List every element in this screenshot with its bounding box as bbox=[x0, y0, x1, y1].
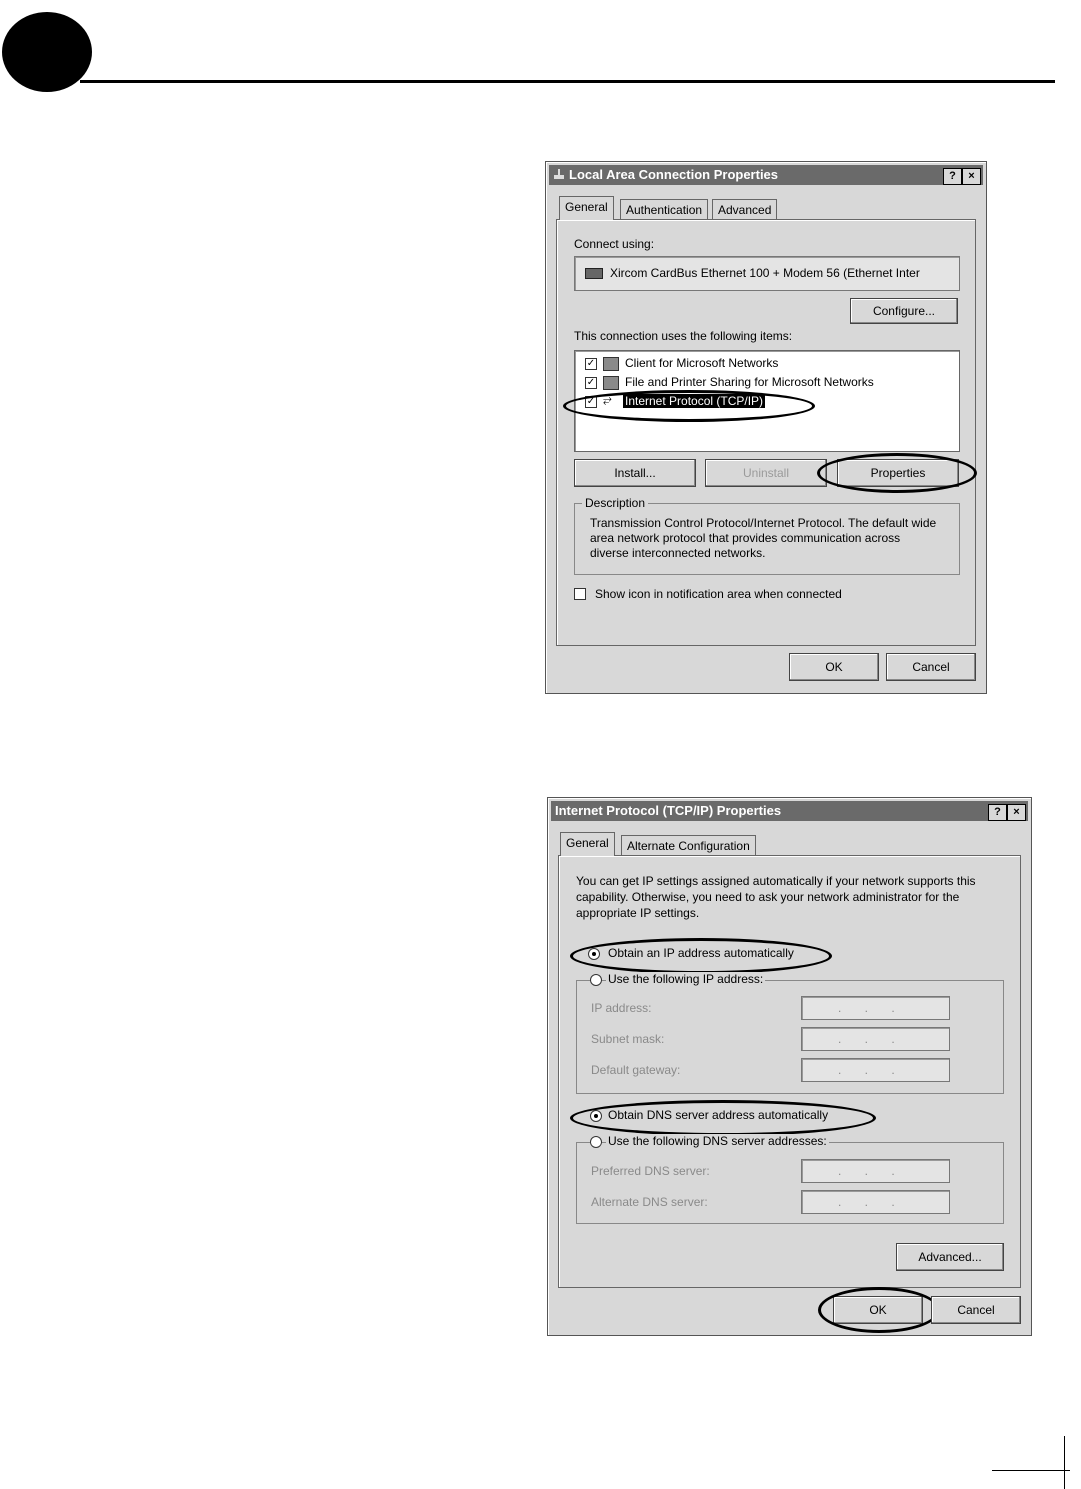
header-rule bbox=[80, 80, 1055, 83]
alternate-dns-label: Alternate DNS server: bbox=[591, 1195, 708, 1209]
uninstall-button[interactable]: Uninstall bbox=[705, 459, 827, 487]
crop-mark-horizontal bbox=[992, 1470, 1070, 1471]
tcpip-properties-dialog bbox=[547, 797, 1032, 1336]
item-checkbox-tcpip[interactable]: ✓ bbox=[586, 396, 596, 407]
show-icon-checkbox[interactable] bbox=[574, 588, 586, 600]
items-label: This connection uses the following items: bbox=[574, 329, 793, 343]
printer-sharing-icon bbox=[603, 376, 619, 390]
ip-address-label: IP address: bbox=[591, 1001, 652, 1015]
local-area-connection-properties-dialog bbox=[545, 161, 987, 694]
components-list bbox=[574, 350, 960, 452]
item-label-tcpip[interactable] bbox=[623, 394, 765, 408]
install-button[interactable]: Install... bbox=[574, 459, 696, 487]
help-button[interactable]: ? bbox=[943, 168, 962, 185]
ok-button[interactable]: OK bbox=[789, 653, 879, 681]
ok-button[interactable]: OK bbox=[833, 1296, 923, 1324]
item-checkbox-file-sharing[interactable]: ✓ bbox=[586, 377, 596, 388]
adapter-field bbox=[574, 256, 960, 291]
configure-button[interactable]: Configure... bbox=[850, 298, 958, 324]
use-following-dns-radio[interactable] bbox=[590, 1136, 602, 1148]
default-gateway-field[interactable] bbox=[801, 1058, 950, 1082]
ip-address-field[interactable] bbox=[801, 996, 950, 1020]
use-following-ip-radio[interactable] bbox=[590, 974, 602, 986]
tab-advanced[interactable]: Advanced bbox=[712, 199, 777, 220]
properties-button[interactable]: Properties bbox=[837, 459, 959, 487]
tab-alternate-configuration[interactable]: Alternate Configuration bbox=[621, 835, 756, 856]
item-label-file-sharing[interactable]: File and Printer Sharing for Microsoft Networks bbox=[625, 375, 874, 389]
subnet-mask-field[interactable] bbox=[801, 1027, 950, 1051]
close-button[interactable]: × bbox=[962, 168, 981, 185]
preferred-dns-dots: . . . bbox=[838, 1164, 895, 1178]
adapter-icon bbox=[585, 268, 603, 279]
subnet-mask-label: Subnet mask: bbox=[591, 1032, 665, 1046]
protocol-icon: ⥂ bbox=[603, 394, 612, 406]
intro-text: You can get IP settings assigned automatically if your network supports this capability. Otherwise, you need to ask your network administrator for the appropriate IP settings. bbox=[576, 874, 976, 920]
obtain-dns-auto-label[interactable]: Obtain DNS server address automatically bbox=[608, 1108, 829, 1122]
item-checkbox-client[interactable]: ✓ bbox=[586, 358, 596, 369]
cancel-button[interactable]: Cancel bbox=[931, 1296, 1021, 1324]
title-bar bbox=[551, 801, 1028, 821]
adapter-name: Xircom CardBus Ethernet 100 + Modem 56 (Ethernet Inter bbox=[610, 266, 920, 280]
item-label-tcpip-text: Internet Protocol (TCP/IP) bbox=[625, 394, 764, 408]
preferred-dns-label: Preferred DNS server: bbox=[591, 1164, 710, 1178]
network-client-icon bbox=[603, 357, 619, 371]
item-label-client[interactable]: Client for Microsoft Networks bbox=[625, 356, 779, 370]
use-following-dns-label[interactable]: Use the following DNS server addresses: bbox=[608, 1134, 827, 1148]
alternate-dns-field[interactable] bbox=[801, 1190, 950, 1214]
preferred-dns-field[interactable] bbox=[801, 1159, 950, 1183]
show-icon-label[interactable]: Show icon in notification area when connected bbox=[595, 587, 842, 601]
default-gateway-label: Default gateway: bbox=[591, 1063, 681, 1077]
advanced-button[interactable]: Advanced... bbox=[896, 1243, 1004, 1271]
tab-general[interactable]: General bbox=[560, 832, 615, 856]
description-title: Description bbox=[582, 496, 648, 510]
obtain-dns-auto-radio[interactable] bbox=[590, 1110, 602, 1122]
dialog-title: Local Area Connection Properties bbox=[569, 167, 779, 182]
connect-using-label: Connect using: bbox=[574, 237, 655, 251]
cancel-button[interactable]: Cancel bbox=[886, 653, 976, 681]
network-connection-icon bbox=[553, 166, 565, 178]
subnet-mask-dots: . . . bbox=[838, 1032, 895, 1046]
alternate-dns-dots: . . . bbox=[838, 1195, 895, 1209]
default-gateway-dots: . . . bbox=[838, 1063, 895, 1077]
ip-address-dots: . . . bbox=[838, 1001, 895, 1015]
help-button[interactable]: ? bbox=[988, 804, 1007, 821]
crop-mark-vertical bbox=[1064, 1436, 1065, 1489]
chapter-marker-dot bbox=[2, 12, 92, 92]
obtain-ip-auto-label[interactable]: Obtain an IP address automatically bbox=[608, 946, 794, 960]
title-bar bbox=[549, 165, 983, 185]
tab-authentication[interactable]: Authentication bbox=[620, 199, 708, 220]
use-following-ip-label[interactable]: Use the following IP address: bbox=[608, 972, 764, 986]
close-button[interactable]: × bbox=[1007, 804, 1026, 821]
obtain-ip-auto-radio[interactable] bbox=[588, 948, 600, 960]
tab-general[interactable]: General bbox=[559, 196, 614, 220]
dialog-title: Internet Protocol (TCP/IP) Properties bbox=[555, 803, 782, 818]
description-text: Transmission Control Protocol/Internet Protocol. The default wide area network protocol that provides communication across diverse interconnected networks. bbox=[590, 516, 937, 560]
